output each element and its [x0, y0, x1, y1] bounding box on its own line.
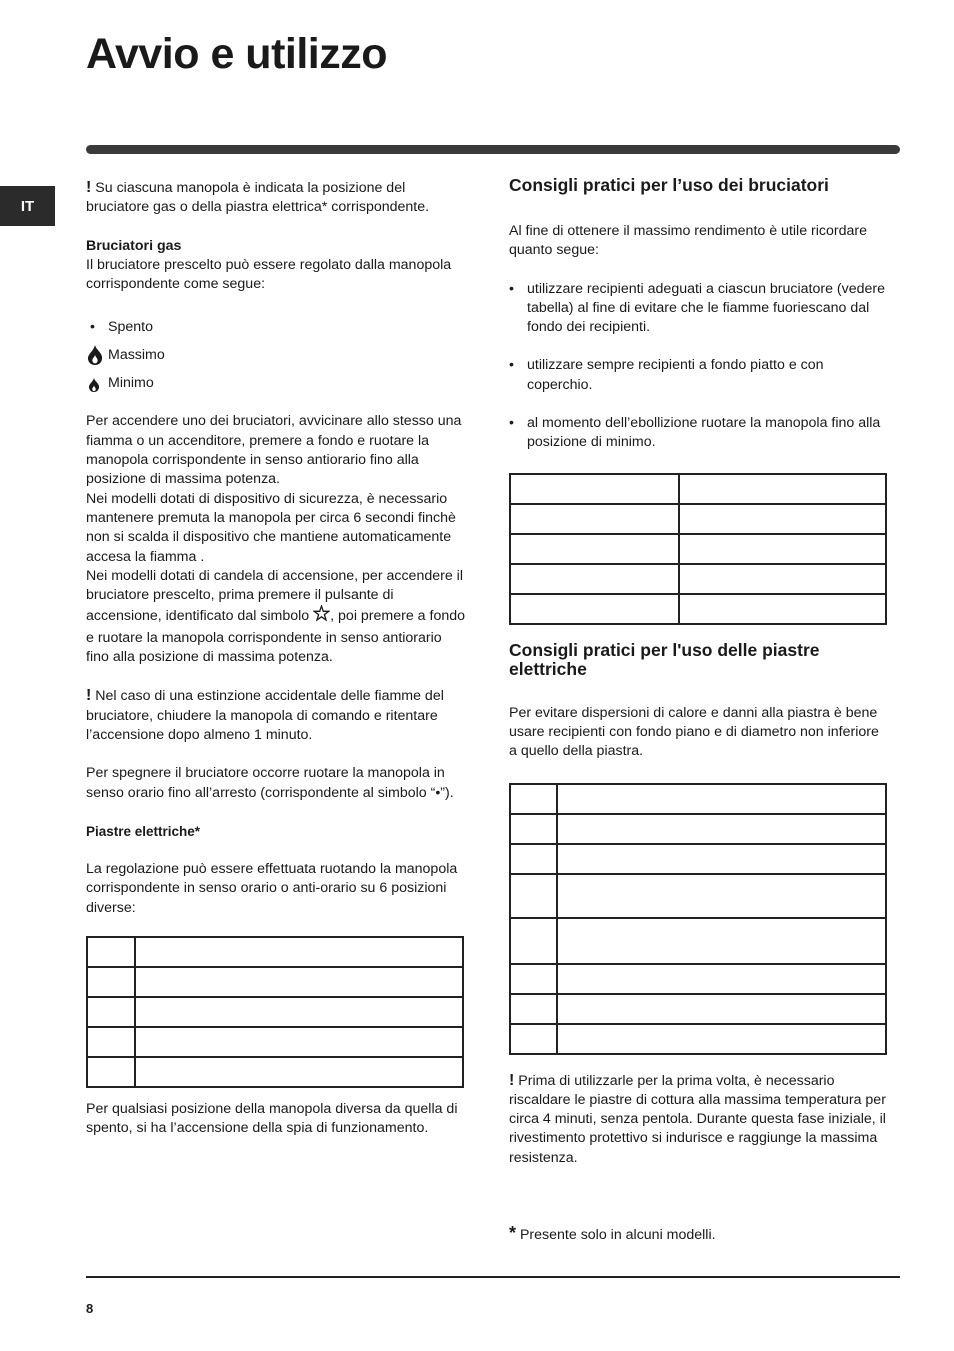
table-cell: [557, 784, 886, 814]
small-flame-icon: [86, 373, 108, 393]
page-title: Avvio e utilizzo: [86, 30, 387, 78]
page-number: 8: [86, 1301, 94, 1316]
table-row: [510, 844, 886, 874]
warning-paragraph: [86, 686, 466, 745]
table-cell: [135, 1057, 463, 1087]
table-cell: [510, 474, 679, 504]
list-item-text: utilizzare sempre recipienti a fondo piatto e con coperchio.: [527, 357, 824, 393]
symbol-min: [86, 369, 466, 397]
top-rule: [86, 145, 900, 154]
table-cell: [135, 1027, 463, 1057]
list-item: [509, 280, 889, 338]
table-cell: [557, 874, 886, 918]
table-cell: [510, 784, 557, 814]
plates-tips-heading: Consigli pratici per l'uso delle piastre elettriche: [509, 639, 820, 679]
table-cell: [557, 1024, 886, 1054]
warning-text: Nel caso di una estinzione accidentale delle fiamme del bruciatore, chiudere la manopola di comando e ritentare l’accensione dopo almeno 1 minuto.: [86, 688, 444, 743]
footnote: [509, 1223, 716, 1244]
symbol-max: [86, 341, 466, 369]
right-column: [509, 176, 889, 1168]
table-cell: [679, 534, 886, 564]
warning-mark: !: [509, 1071, 515, 1089]
table-cell: [679, 474, 886, 504]
table-row: [87, 1057, 463, 1087]
table-cell: [557, 918, 886, 964]
table-row: [87, 937, 463, 967]
table-cell: [135, 937, 463, 967]
table-row: [510, 874, 886, 918]
ignite-paragraph-2: Nei modelli dotati di dispositivo di sicurezza, è necessario mantenere premuta la manopola per circa 6 secondi finchè non si scalda il dispositivo che mantiene automaticamente accesa la fiamma .: [86, 490, 456, 565]
symbol-off: [90, 313, 466, 341]
warning-mark: !: [86, 687, 92, 705]
symbol-label: Spento: [108, 319, 153, 336]
plates-heading: Piastre elettriche*: [86, 823, 201, 839]
table-row: [87, 997, 463, 1027]
bottom-rule: [86, 1276, 900, 1278]
first-use-note-text: Prima di utilizzarle per la prima volta, è necessario riscaldare le piastre di cottura alla massima temperatura per circa 4 minuti, senza pentola. Durante questa fase iniziale, il rivestimento protettivo si indurisce e raggiunge la massima resistenza.: [509, 1072, 886, 1166]
symbol-label: Massimo: [108, 347, 165, 364]
table-cell: [557, 844, 886, 874]
asterisk-mark: *: [509, 1223, 517, 1243]
table-cell: [510, 964, 557, 994]
table-row: [510, 1024, 886, 1054]
table-row: [510, 964, 886, 994]
table-cell: [510, 844, 557, 874]
table-cell: [510, 534, 679, 564]
bullet-icon: •: [509, 357, 514, 374]
ignite-paragraph-3: [86, 567, 466, 667]
table-cell: [510, 1024, 557, 1054]
symbol-label: Minimo: [108, 375, 154, 392]
table-row: [87, 967, 463, 997]
table-row: [87, 1027, 463, 1057]
intro-text: Su ciascuna manopola è indicata la posizione del bruciatore gas o della piastra elettrica* corrispondente.: [86, 180, 430, 216]
table-cell: [679, 564, 886, 594]
language-tab: IT: [0, 186, 55, 226]
table-row: [510, 504, 886, 534]
table-row: [510, 784, 886, 814]
bullet-icon: •: [509, 280, 514, 297]
ignite-text-a: Nei modelli dotati di candela di accensione, per accendere il bruciatore prescelto, prima premere il pulsante di accensione, identificato dal simbolo: [86, 567, 463, 625]
table-cell: [510, 918, 557, 964]
intro-paragraph: [86, 178, 466, 218]
table-cell: [87, 997, 135, 1027]
plates-positions-table: [86, 936, 464, 1088]
left-column: [86, 178, 466, 1139]
after-table-paragraph: Per qualsiasi posizione della manopola diversa da quella di spento, si ha l’accensione della spia di funzionamento.: [86, 1101, 458, 1137]
table-cell: [557, 964, 886, 994]
table-row: [510, 918, 886, 964]
table-cell: [510, 874, 557, 918]
table-cell: [510, 564, 679, 594]
large-flame-icon: [86, 344, 108, 366]
table-cell: [87, 1027, 135, 1057]
dot-icon: •: [90, 319, 95, 336]
table-cell: [87, 967, 135, 997]
gas-text: Il bruciatore prescelto può essere regolato dalla manopola corrispondente come segue:: [86, 256, 452, 293]
table-cell: [87, 1057, 135, 1087]
warning-mark: !: [86, 179, 92, 196]
plates-table: [509, 783, 887, 1055]
table-cell: [510, 504, 679, 534]
table-cell: [135, 967, 463, 997]
table-cell: [557, 814, 886, 844]
plates-tips-text: Per evitare dispersioni di calore e danni alla piastra è bene usare recipienti con fondo piano e di diametro non inferiore a quello della piastra.: [509, 704, 879, 760]
table-cell: [679, 594, 886, 624]
first-use-note: [509, 1071, 889, 1168]
burners-tips-heading: Consigli pratici per l’uso dei bruciatori: [509, 175, 829, 195]
gas-heading: Bruciatori gas: [86, 237, 182, 254]
table-cell: [87, 937, 135, 967]
off-paragraph: Per spegnere il bruciatore occorre ruotare la manopola in senso orario fino all’arresto (corrispondente al simbolo “•”).: [86, 765, 454, 801]
ignite-paragraph-1: Per accendere uno dei bruciatori, avvicinare allo stesso una fiamma o un accenditore, premere a fondo e ruotare la manopola corrispondente in senso antiorario fino alla posizione di massima potenza.: [86, 413, 462, 488]
table-row: [510, 814, 886, 844]
list-item-text: al momento dell’ebollizione ruotare la manopola fino alla posizione di minimo.: [527, 415, 881, 451]
burners-table: [509, 473, 887, 625]
ignite-text-b: , poi premere a fondo e ruotare la manopola corrispondente in senso antiorario fino alla posizione di massima potenza.: [86, 608, 466, 666]
table-row: [510, 534, 886, 564]
table-cell: [135, 997, 463, 1027]
table-row: [510, 474, 886, 504]
bullet-icon: •: [509, 415, 514, 432]
list-item-text: utilizzare recipienti adeguati a ciascun bruciatore (vedere tabella) al fine di evitare che le fiamme fuoriescano dal fondo dei recipienti.: [527, 280, 886, 336]
table-row: [510, 564, 886, 594]
list-item: [509, 356, 889, 395]
footnote-text: Presente solo in alcuni modelli.: [519, 1227, 716, 1243]
table-row: [510, 594, 886, 624]
table-row: [510, 994, 886, 1024]
table-cell: [679, 504, 886, 534]
table-cell: [510, 994, 557, 1024]
plates-text: La regolazione può essere effettuata ruotando la manopola corrispondente in senso orario o anti-orario su 6 posizioni diverse:: [86, 861, 458, 916]
table-cell: [510, 594, 679, 624]
burners-intro: Al fine di ottenere il massimo rendimento è utile ricordare quanto segue:: [509, 223, 868, 259]
spark-icon: [313, 605, 330, 628]
table-cell: [557, 994, 886, 1024]
list-item: [509, 414, 889, 453]
table-cell: [510, 814, 557, 844]
